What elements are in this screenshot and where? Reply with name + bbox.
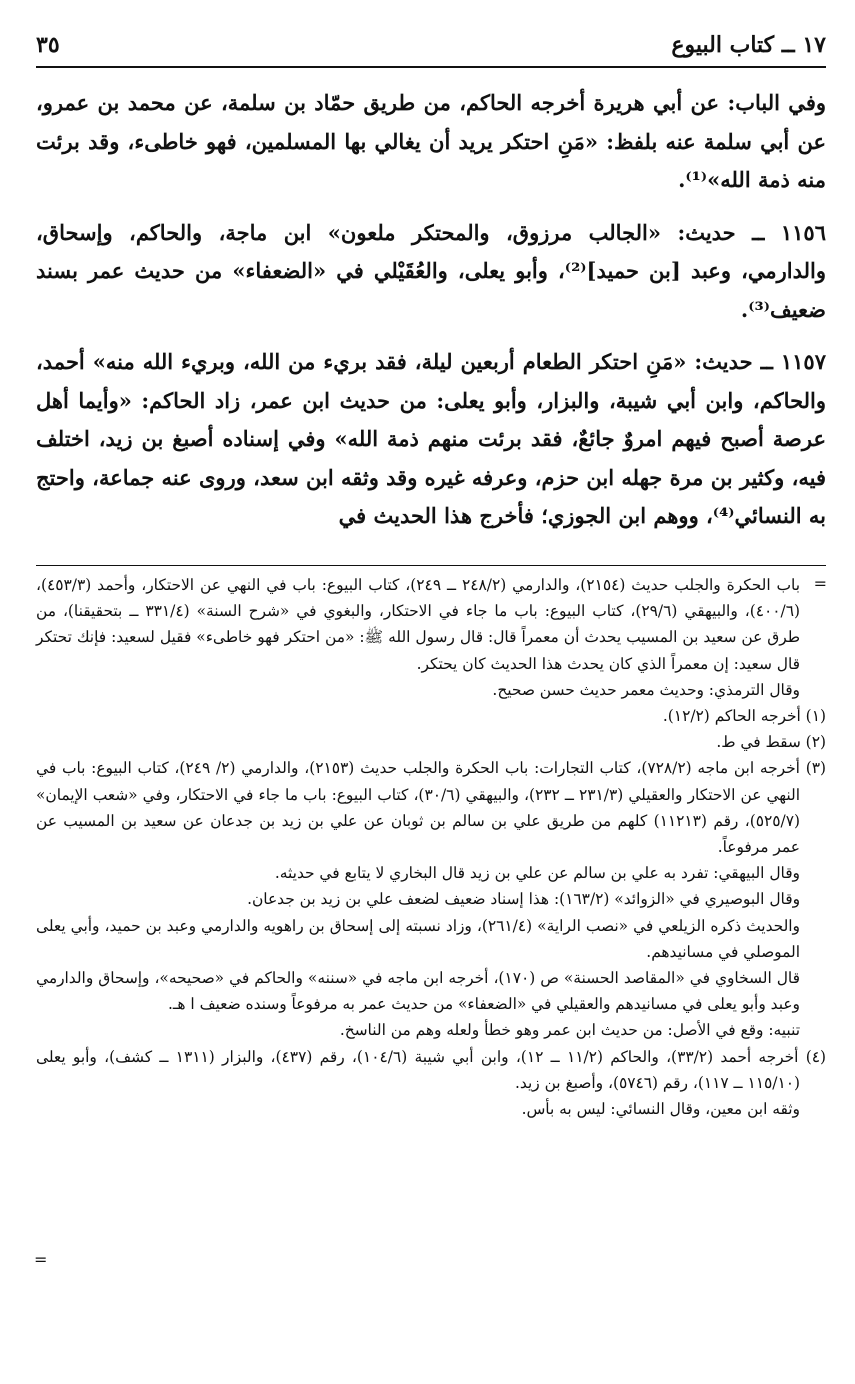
hadith-number: ١١٥٧ bbox=[780, 349, 826, 374]
footnote-3-paragraph: تنبيه: وقع في الأصل: من حديث ابن عمر وهو خطأ ولعله وهم من الناسخ. bbox=[339, 1021, 800, 1040]
footnote-continuation: باب الحكرة والجلب حديث (٢١٥٤)، والدارمي (٢٤٨/٢ ــ ٢٤٩)، كتاب البيوع: باب في النهي عن الاحتكار، وأحمد (٤٥٣/٣)، (٤٠٠/٦)، والبيهقي (٢٩/٦)، كتاب البيوع: باب ما جاء في الاحتكار، والبغوي في «شرح السنة» (٣٣١/٤ ــ بتحقيقنا)، من طرق عن سعيد بن المسيب يحدث أن معمراً قال: قال رسول الله ﷺ: «من احتكر فهو خاطىء» فقيل لسعيد: فإنك تحتكر قال سعيد: إن معمراً الذي كان يحدث هذا الحديث كان يحتكر. bbox=[36, 576, 801, 673]
hadith-text: ــ حديث: «مَنِ احتكر الطعام أربعين ليلة، فقد بريء من الله، وبريء الله منه» أحمد، والحاكم، وابن أبي شيبة، والبزار، وأبو يعلى: من حديث ابن عمر، زاد الحاكم: «وأيما أهل عرصة أصبح فيهم امروٌ جائعٌ، فقد برئت منهم ذمة الله» وفي إسناده أصبغ بن زيد، اختلف فيه، وكثير بن مرة جهله ابن حزم، وعرفه غيره وقد وثقه ابن سعد، وروى عنه جماعة، واحتج به النسائي⁽⁴⁾، ووهم ابن الجوزي؛ فأخرج هذا الحديث في bbox=[36, 349, 826, 528]
footnote-3: (٣) أخرجه ابن ماجه (٧٢٨/٢)، كتاب التجارات: باب الحكرة والجلب حديث (٢١٥٣)، والدارمي (٢/ ٢٤٩)، كتاب البيوع: باب في النهي عن الاحتكار والعقيلي (٢٣١/٣ ــ ٢٣٢)، والبيهقي (٣٠/٦)، كتاب البيوع: باب ما جاء في الاحتكار، وفي «شعب الإيمان» (٥٢٥/٧)، رقم (١١٢١٣) كلهم من طريق علي بن سالم بن ثوبان عن علي بن زيد بن جدعان عن سعيد بن المسيب عن عمر مرفوعاً. bbox=[36, 759, 826, 857]
footnote-1: (١) أخرجه الحاكم (١٢/٢). bbox=[662, 707, 826, 726]
continuation-marker-bottom: = bbox=[34, 1250, 48, 1269]
page-number: ٣٥ bbox=[36, 32, 60, 58]
continuation-marker-top: = bbox=[813, 574, 827, 593]
footnote-4-paragraph: وثقه ابن معين، وقال النسائي: ليس به بأس. bbox=[521, 1100, 800, 1119]
paragraph-intro: وفي الباب: عن أبي هريرة أخرجه الحاكم، من طريق حمّاد بن سلمة، عن محمد بن عمرو، عن أبي سلمة عنه بلفظ: «مَنِ احتكر يريد أن يغالي بها المسلمين، فهو خاطىء، وقد برئت منه ذمة الله»⁽¹⁾. bbox=[36, 90, 826, 192]
footnote-3-paragraph: والحديث ذكره الزيلعي في «نصب الراية» (٢٦١/٤)، وزاد نسبته إلى إسحاق بن راهويه والدارمي وعبد بن حميد، وأبي يعلى الموصلي في مسانيدهم. bbox=[36, 916, 800, 961]
main-text bbox=[36, 84, 826, 536]
footnote-2: (٢) سقط في ط. bbox=[716, 733, 826, 752]
running-header bbox=[36, 30, 826, 68]
footnote-3-paragraph: وقال البيهقي: تفرد به علي بن سالم عن علي بن زيد قال البخاري لا يتابع في حديثه. bbox=[274, 864, 800, 883]
hadith-number: ١١٥٦ bbox=[780, 219, 826, 245]
hadith-1157 bbox=[36, 343, 826, 536]
footnote-3-paragraph: وقال البوصيري في «الزوائد» (١٦٣/٢): هذا إسناد ضعيف لضعف علي بن زيد بن جدعان. bbox=[247, 890, 800, 909]
hadith-text: ــ حديث: «الجالب مرزوق، والمحتكر ملعون» ابن ماجة، والحاكم، وإسحاق، والدارمي، وعبد [بن حميد]⁽²⁾، وأبو يعلى، والعُقَيْلي في «الضعفاء» من حديث عمر بسند ضعيف⁽³⁾. bbox=[36, 219, 826, 322]
footnote-continuation: وقال الترمذي: وحديث معمر حديث حسن صحيح. bbox=[492, 680, 800, 699]
footnote-4: (٤) أخرجه أحمد (٣٣/٢)، والحاكم (١١/٢ ــ ١٢)، وابن أبي شيبة (١٠٤/٦)، رقم (٤٣٧)، والبزار (١٣١١ ــ كشف)، وأبو يعلى (١١٥/١٠ ــ ١١٧)، رقم (٥٧٤٦)، وأصبغ بن زيد. bbox=[36, 1047, 827, 1092]
chapter-title: ١٧ ــ كتاب البيوع bbox=[671, 32, 826, 58]
footnotes bbox=[36, 572, 826, 1122]
footnote-3-paragraph: قال السخاوي في «المقاصد الحسنة» ص (١٧٠)، أخرجه ابن ماجه في «سننه» والحاكم في «صحيحه»، وإسحاق والدارمي وعبد وأبو يعلى في مسانيدهم والعقيلي في «الضعفاء» من حديث عمر به مرفوعاً وسنده ضعيف ا هـ. bbox=[36, 969, 800, 1014]
footnote-separator bbox=[36, 565, 826, 566]
book-page bbox=[36, 0, 826, 1384]
hadith-1156 bbox=[36, 214, 826, 330]
